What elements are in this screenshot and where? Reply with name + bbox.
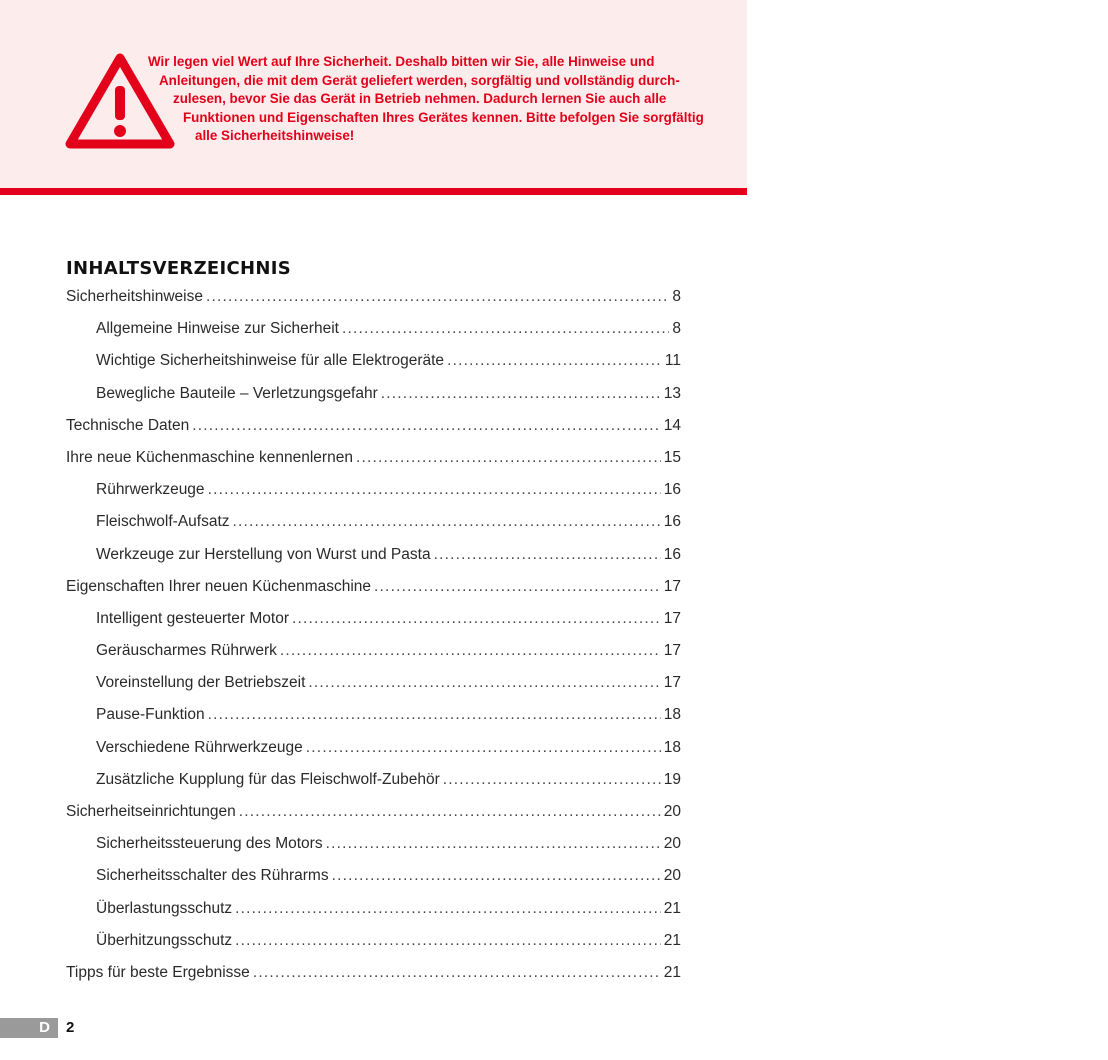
toc-entry[interactable] bbox=[66, 771, 681, 803]
toc-entry[interactable] bbox=[66, 449, 681, 481]
notice-line: alle Sicherheitshinweise! bbox=[195, 128, 355, 143]
toc-entry[interactable] bbox=[66, 867, 681, 899]
toc-entry-page: 11 bbox=[664, 352, 681, 370]
toc-dot-leader bbox=[280, 642, 661, 660]
toc-dot-leader bbox=[443, 771, 661, 789]
toc-entry[interactable] bbox=[66, 546, 681, 578]
toc-entry-label: Zusätzliche Kupplung für das Fleischwolf-Zubehör bbox=[96, 770, 440, 788]
toc-entry[interactable] bbox=[66, 739, 681, 771]
toc-dot-leader bbox=[306, 739, 661, 757]
toc-entry[interactable] bbox=[66, 835, 681, 867]
toc-entry-page: 20 bbox=[663, 803, 681, 820]
toc-entry-label: Sicherheitshinweise bbox=[66, 288, 203, 305]
toc-dot-leader bbox=[235, 932, 661, 950]
toc-entry-label: Ihre neue Küchenmaschine kennenlernen bbox=[66, 448, 353, 466]
toc-entry-page: 17 bbox=[663, 609, 681, 627]
toc-entry-page: 17 bbox=[663, 674, 681, 692]
toc-entry-label: Sicherheitseinrichtungen bbox=[66, 803, 236, 820]
page-number: 2 bbox=[66, 1019, 75, 1036]
banner-divider bbox=[0, 188, 747, 195]
toc-dot-leader bbox=[447, 352, 662, 370]
toc-entry-page: 19 bbox=[663, 770, 681, 788]
toc-entry-page: 16 bbox=[663, 481, 681, 499]
toc-dot-leader bbox=[332, 867, 661, 885]
toc-entry-label: Rührwerkzeuge bbox=[96, 481, 205, 499]
toc-entry[interactable] bbox=[66, 578, 681, 610]
toc-entry-page: 18 bbox=[663, 738, 681, 756]
toc-entry[interactable] bbox=[66, 288, 681, 320]
toc-dot-leader bbox=[208, 706, 661, 724]
toc-dot-leader bbox=[206, 288, 669, 306]
toc-entry-page: 21 bbox=[663, 899, 681, 917]
toc-dot-leader bbox=[374, 578, 661, 596]
toc-entry[interactable] bbox=[66, 706, 681, 738]
toc-entry[interactable] bbox=[66, 964, 681, 996]
toc-entry-page: 15 bbox=[663, 448, 681, 466]
toc-entry-label: Verschiedene Rührwerkzeuge bbox=[96, 738, 303, 756]
toc-entry-label: Voreinstellung der Betriebszeit bbox=[96, 674, 306, 692]
toc-entry-page: 14 bbox=[663, 416, 681, 434]
toc-entry-page: 21 bbox=[663, 963, 681, 981]
toc-entry[interactable] bbox=[66, 642, 681, 674]
toc-entry-label: Sicherheitsschalter des Rührarms bbox=[96, 867, 329, 885]
toc-dot-leader bbox=[233, 513, 661, 531]
toc-entry-label: Überhitzungsschutz bbox=[96, 931, 233, 949]
toc-entry[interactable] bbox=[66, 610, 681, 642]
toc-entry[interactable] bbox=[66, 513, 681, 545]
toc-entry-label: Werkzeuge zur Herstellung von Wurst und Pasta bbox=[96, 545, 431, 563]
toc-entry[interactable] bbox=[66, 352, 681, 384]
toc-entry-page: 17 bbox=[663, 642, 681, 660]
toc-dot-leader bbox=[208, 481, 661, 499]
toc-entry-page: 13 bbox=[663, 384, 681, 402]
toc-entry-label: Pause-Funktion bbox=[96, 706, 205, 724]
toc-entry-label: Technische Daten bbox=[66, 416, 190, 434]
language-tab: D bbox=[0, 1018, 58, 1038]
toc-dot-leader bbox=[308, 674, 660, 692]
toc-entry[interactable] bbox=[66, 320, 681, 352]
toc-entry-label: Fleischwolf-Aufsatz bbox=[96, 513, 230, 531]
toc-entry[interactable] bbox=[66, 900, 681, 932]
toc-entry[interactable] bbox=[66, 481, 681, 513]
toc-entry-label: Bewegliche Bauteile – Verletzungsgefahr bbox=[96, 384, 378, 402]
toc-entry-page: 16 bbox=[663, 513, 681, 531]
toc-title: INHALTSVERZEICHNIS bbox=[66, 258, 292, 279]
toc-dot-leader bbox=[381, 385, 661, 403]
notice-line: zulesen, bevor Sie das Gerät in Betrieb nehmen. Dadurch lernen Sie auch alle bbox=[173, 91, 667, 106]
toc-entry[interactable] bbox=[66, 385, 681, 417]
toc-entry[interactable] bbox=[66, 932, 681, 964]
toc-dot-leader bbox=[434, 546, 661, 564]
toc-entry-page: 8 bbox=[672, 320, 681, 338]
toc-entry-label: Wichtige Sicherheitshinweise für alle Elektrogeräte bbox=[96, 352, 445, 370]
toc-dot-leader bbox=[326, 835, 661, 853]
toc-entry-label: Eigenschaften Ihrer neuen Küchenmaschine bbox=[66, 577, 372, 595]
toc-dot-leader bbox=[192, 417, 661, 435]
toc-entry-label: Intelligent gesteuerter Motor bbox=[96, 609, 289, 627]
toc-dot-leader bbox=[342, 320, 669, 338]
notice-line: Anleitungen, die mit dem Gerät geliefert werden, sorgfältig und vollständig durch- bbox=[159, 72, 680, 88]
safety-notice-text bbox=[140, 53, 704, 146]
toc-entry[interactable] bbox=[66, 417, 681, 449]
toc-dot-leader bbox=[356, 449, 661, 467]
toc-dot-leader bbox=[235, 900, 661, 918]
notice-line: Wir legen viel Wert auf Ihre Sicherheit. Deshalb bitten wir Sie, alle Hinweise und bbox=[148, 54, 655, 69]
toc-dot-leader bbox=[292, 610, 661, 628]
toc-entry[interactable] bbox=[66, 674, 681, 706]
toc-entry-label: Geräuscharmes Rührwerk bbox=[96, 642, 277, 660]
toc-entry-page: 20 bbox=[663, 867, 681, 885]
toc-entry-label: Sicherheitssteuerung des Motors bbox=[96, 835, 323, 853]
toc-entry-page: 17 bbox=[663, 577, 681, 595]
toc-entry-label: Überlastungsschutz bbox=[96, 899, 233, 917]
table-of-contents bbox=[66, 288, 681, 996]
toc-entry-page: 18 bbox=[663, 706, 681, 724]
toc-entry-page: 20 bbox=[663, 835, 681, 853]
toc-entry-page: 16 bbox=[663, 545, 681, 563]
toc-dot-leader bbox=[253, 964, 661, 982]
toc-entry[interactable] bbox=[66, 803, 681, 835]
toc-dot-leader bbox=[239, 803, 661, 821]
toc-entry-page: 21 bbox=[663, 931, 681, 949]
toc-entry-label: Tipps für beste Ergebnisse bbox=[66, 963, 250, 981]
notice-line: Funktionen und Eigenschaften Ihres Gerätes kennen. Bitte befolgen Sie sorgfältig bbox=[183, 109, 704, 125]
toc-entry-page: 8 bbox=[672, 288, 681, 305]
toc-entry-label: Allgemeine Hinweise zur Sicherheit bbox=[96, 320, 339, 338]
